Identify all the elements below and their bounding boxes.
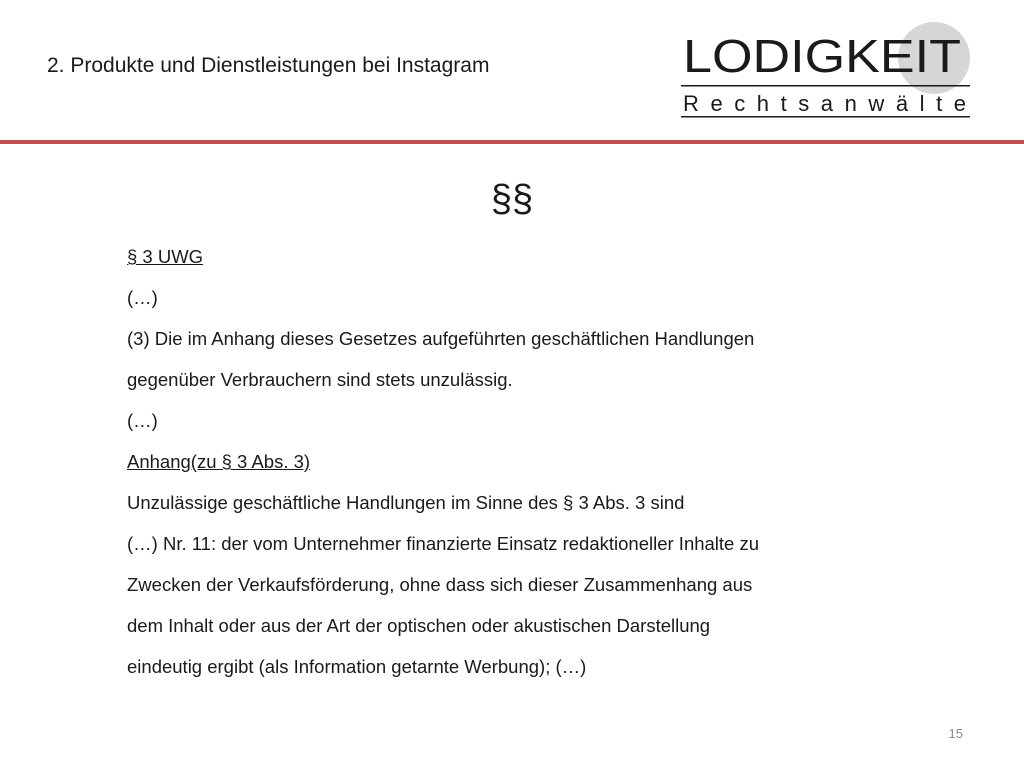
annex-line: (…) Nr. 11: der vom Unternehmer finanzierte Einsatz redaktioneller Inhalte zu	[127, 533, 760, 554]
law-citation-heading: § 3 UWG	[127, 246, 204, 267]
annex-line: eindeutig ergibt (als Information getarnte Werbung); (…)	[127, 656, 587, 677]
lodigkeit-logo	[681, 22, 970, 118]
annex-line: Unzulässige geschäftliche Handlungen im Sinne des § 3 Abs. 3 sind	[127, 492, 685, 513]
annex-heading: Anhang(zu § 3 Abs. 3)	[127, 451, 311, 472]
omission-marker: (…)	[127, 287, 158, 308]
annex-line: Zwecken der Verkaufsförderung, ohne dass sich dieser Zusammenhang aus	[127, 574, 753, 595]
logo-top-rule	[681, 85, 970, 87]
logo-bottom-rule	[681, 116, 970, 118]
logo-bottom-text: Rechtsanwälte	[683, 91, 966, 116]
slide-title: 2. Produkte und Dienstleistungen bei Instagram	[47, 54, 490, 77]
header-divider	[0, 140, 1024, 144]
law-paragraph-line: (3) Die im Anhang dieses Gesetzes aufgeführten geschäftlichen Handlungen	[127, 328, 755, 349]
annex-line: dem Inhalt oder aus der Art der optischen oder akustischen Darstellung	[127, 615, 711, 636]
paragraph-symbol: §§	[490, 178, 534, 220]
logo-top-text: LODIGKE IT	[683, 30, 956, 82]
page-number: 15	[948, 726, 963, 741]
law-text	[127, 236, 927, 687]
omission-marker: (…)	[127, 410, 158, 431]
law-paragraph-line: gegenüber Verbrauchern sind stets unzulässig.	[127, 369, 513, 390]
